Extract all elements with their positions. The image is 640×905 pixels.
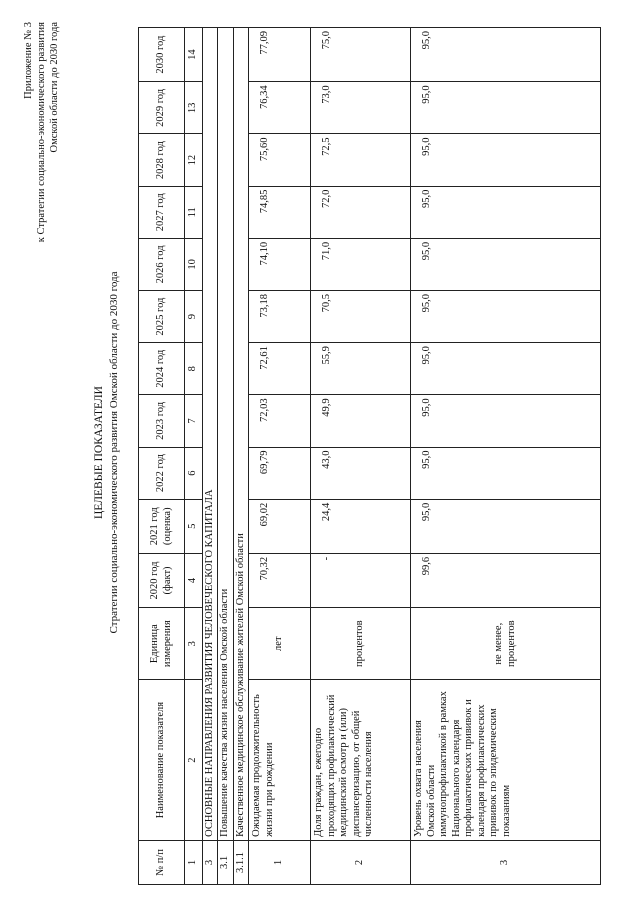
value-cell: 95,0 [411, 447, 601, 499]
column-number-row [185, 28, 203, 885]
value-cell: 75,0 [311, 28, 411, 82]
value-cell: 74,85 [249, 186, 311, 238]
column-number: 11 [185, 186, 203, 238]
value-cell: 99,6 [411, 553, 601, 607]
appendix-note [22, 22, 61, 242]
indicator-unit: процентов [311, 608, 411, 680]
header-cell: 2030 год [139, 28, 185, 82]
header-cell: 2027 год [139, 186, 185, 238]
indicator-name: Ожидаемая продолжительность жизни при рождении [249, 680, 311, 841]
subsubsection-number: 3.1.1 [233, 840, 249, 884]
subsection-number: 3.1 [218, 840, 234, 884]
column-number: 6 [185, 447, 203, 499]
header-cell: 2022 год [139, 447, 185, 499]
appendix-line-2: к Стратегии социально-экономического развития [36, 22, 47, 243]
subsubsection-title: Качественное медицинское обслуживание жителей Омской области [233, 28, 249, 841]
value-cell: 95,0 [411, 395, 601, 447]
subsection-row [218, 28, 234, 885]
indicator-unit: не менее, процентов [411, 608, 601, 680]
indicator-name: Доля граждан, ежегодно проходящих профилактический медицинский осмотр и (или) диспансеризацию, от общей численности населения [311, 680, 411, 841]
section-title: ОСНОВНЫЕ НАПРАВЛЕНИЯ РАЗВИТИЯ ЧЕЛОВЕЧЕСКОГО КАПИТАЛА [202, 28, 218, 841]
row-number: 1 [249, 840, 311, 884]
section-row [202, 28, 218, 885]
value-cell: 76,34 [249, 82, 311, 134]
header-cell: 2020 год (факт) [139, 553, 185, 607]
value-cell: 95,0 [411, 186, 601, 238]
table-row [411, 28, 601, 885]
column-number: 1 [185, 840, 203, 884]
document-titles [92, 0, 121, 905]
column-number: 4 [185, 553, 203, 607]
header-cell: Наименование показателя [139, 680, 185, 841]
document-subtitle: Стратегии социально-экономического развития Омской области до 2030 года [108, 271, 120, 634]
document-title: ЦЕЛЕВЫЕ ПОКАЗАТЕЛИ [93, 386, 105, 519]
column-number: 10 [185, 238, 203, 290]
value-cell: 72,5 [311, 134, 411, 186]
value-cell: 72,61 [249, 343, 311, 395]
value-cell: 70,32 [249, 553, 311, 607]
value-cell: 77,09 [249, 28, 311, 82]
header-cell: № п/п [139, 840, 185, 884]
column-number: 9 [185, 291, 203, 343]
value-cell: 95,0 [411, 134, 601, 186]
value-cell: 74,10 [249, 238, 311, 290]
value-cell: 49,9 [311, 395, 411, 447]
column-number: 3 [185, 608, 203, 680]
column-number: 12 [185, 134, 203, 186]
column-number: 5 [185, 499, 203, 553]
column-number: 14 [185, 28, 203, 82]
value-cell: 69,79 [249, 447, 311, 499]
table-row [249, 28, 311, 885]
column-number: 8 [185, 343, 203, 395]
column-number: 13 [185, 82, 203, 134]
subsection-title: Повышение качества жизни населения Омской области [218, 28, 234, 841]
value-cell: 73,18 [249, 291, 311, 343]
value-cell: 24,4 [311, 499, 411, 553]
value-cell: 43,0 [311, 447, 411, 499]
value-cell: 69,02 [249, 499, 311, 553]
row-number: 3 [411, 840, 601, 884]
indicator-unit: лет [249, 608, 311, 680]
header-cell: 2024 год [139, 343, 185, 395]
header-cell: 2029 год [139, 82, 185, 134]
value-cell: 95,0 [411, 499, 601, 553]
indicators-table [138, 27, 601, 885]
value-cell: 95,0 [411, 28, 601, 82]
table-row [311, 28, 411, 885]
column-number: 7 [185, 395, 203, 447]
row-number: 2 [311, 840, 411, 884]
indicator-name: Уровень охвата населения Омской области иммунопрофилактикой в рамках Национального календаря профилактических прививок и календаря профилактических прививок по эпидемическим показаниям [411, 680, 601, 841]
value-cell: 95,0 [411, 82, 601, 134]
header-row [139, 28, 185, 885]
column-number: 2 [185, 680, 203, 841]
appendix-line-1: Приложение № 3 [23, 22, 34, 99]
value-cell: 95,0 [411, 238, 601, 290]
header-cell: 2026 год [139, 238, 185, 290]
value-cell: 95,0 [411, 291, 601, 343]
value-cell: 70,5 [311, 291, 411, 343]
header-cell: 2021 год (оценка) [139, 499, 185, 553]
value-cell: 72,0 [311, 186, 411, 238]
value-cell: 75,60 [249, 134, 311, 186]
header-cell: Единица измерения [139, 608, 185, 680]
header-cell: 2028 год [139, 134, 185, 186]
section-number: 3 [202, 840, 218, 884]
subsubsection-row [233, 28, 249, 885]
value-cell: 73,0 [311, 82, 411, 134]
appendix-line-3: Омской области до 2030 года [49, 22, 60, 153]
header-cell: 2025 год [139, 291, 185, 343]
value-cell: - [311, 553, 411, 607]
value-cell: 95,0 [411, 343, 601, 395]
value-cell: 71,0 [311, 238, 411, 290]
header-cell: 2023 год [139, 395, 185, 447]
value-cell: 55,9 [311, 343, 411, 395]
value-cell: 72,03 [249, 395, 311, 447]
